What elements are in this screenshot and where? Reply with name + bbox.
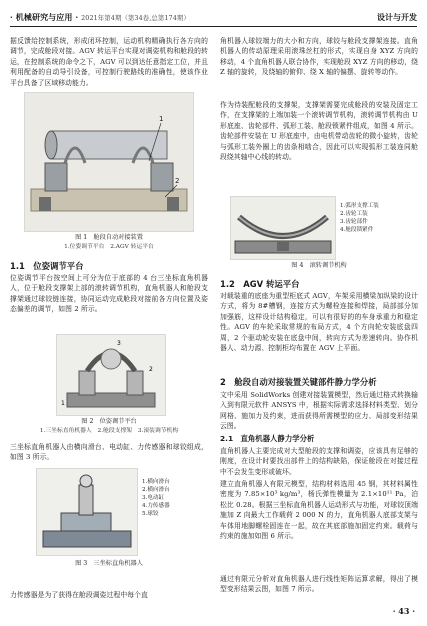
pose-platform-illustration	[57, 335, 165, 415]
issue-meta: 2021年第4期（第34卷,总第174期）	[81, 14, 190, 22]
figure-2-caption: 图 2 位姿调节平台	[81, 418, 137, 425]
svg-text:1: 1	[61, 400, 65, 407]
journal-name: · 机械研究与应用 ·	[10, 12, 79, 22]
svg-text:1: 1	[159, 115, 164, 123]
running-header	[10, 10, 417, 28]
svg-text:2: 2	[175, 177, 180, 185]
section-heading-1-2: 1.2 AGV 转运平台	[220, 279, 300, 289]
figure-3-label: 1.横向滑台	[142, 479, 170, 485]
figure-3-image	[36, 468, 138, 556]
figure-4-label: 1.弧形支撑工装	[340, 203, 379, 209]
figure-3-caption: 图 3 三坐标直角机器人	[75, 560, 143, 567]
svg-text:2: 2	[149, 366, 153, 373]
docking-device-illustration	[25, 93, 193, 231]
right-paragraph-4: 文中采用 SolidWorks 创建对接装置模型，然后通过格式转换输入到有限元软件 ANSYS 中，根据实际需求选择材料类型、划分网格、施加力及约束，进而获得所需模型的应力、局部变形结果云图。	[220, 391, 418, 431]
cartesian-robot-illustration	[37, 469, 137, 555]
figure-3-label: 3.电动缸	[142, 495, 165, 501]
left-paragraph-1: 据反馈给控制系统，形成闭环控制，运动机构精确执行各方向的调节，完成舱段对接。AGV 转运平台实现对调姿机构和舱段的转运，在控制系统的命令之下，AGV 可以到达任意指定工位，并且利用配备的自动导引设备，可控制行驶路线的准确性，使该作业平台具备了区域移动能力。	[10, 37, 208, 87]
roll-mechanism-illustration	[231, 197, 335, 259]
right-paragraph-6: 建立直角机器人有限元模型，结构材料选用 45 钢，其材料属性密度为 7.85×10³ kg/m³，杨氏弹性模量为 2.1×10¹¹ Pa，泊松比 0.28。根据三坐标直角机器人运动形式与功能，对球铰顶端施加 Z 向最大工作载荷 2 000 N 的力，直角机器人底部支架与车体用地脚螺栓固连在一起，故在其底部施加固定约束。载荷与约束的施加如图 6 所示。	[220, 480, 418, 541]
figure-2-image	[56, 334, 166, 416]
figure-3-legend	[142, 478, 206, 518]
left-paragraph-3: 三坐标直角机器人由横向滑台、电动缸、力传感器和球铰组成，如图 3 所示。	[10, 443, 208, 462]
figure-3-label: 4.力传感器	[142, 503, 170, 509]
section-heading-2-1: 2.1 直角机器人静力学分析	[220, 434, 315, 443]
right-paragraph-2: 作为待装配舱段的支撑架，支撑架需要完成舱段的安装及固定工作，在支撑架的上端加装一个滚转调节机构，滚转调节机构由 U 形底座、齿轮部件、弧形工装、舱段锁紧件组成，如图 4 所示。齿轮部件安装在 U 形底座中，由电机带动齿轮的微小旋转，齿轮与弧形工装外圈上的齿条相啮合，因此可以实现弧形工装连同舱段绕其轴中心线的转动。	[220, 101, 418, 162]
section-heading-2: 2 舱段自动对接装置关键部件静力学分析	[220, 377, 377, 387]
figure-4-label: 2.齿轮工装	[340, 211, 368, 217]
right-paragraph-5: 直角机器人主要完成对大型舱段的支撑和调姿，应该具有足够的刚度，在设计时要找出部件上的结构缺陷，保证舱段在对接过程中不会发生变形或破坏。	[220, 447, 418, 476]
right-paragraph-1: 角机器人球铰端力的大小和方向，球铰与舱段支撑架连接。直角机器人的传动原理采用滚珠丝杠的形式，实现自身 XYZ 方向的移动，4 个直角机器人联合协作，实现舱段 XYZ 方向的移动，绕 Z 轴的旋转，及绕轴的俯仰、绕 X 轴的偏摆、旋转等动作。	[220, 37, 418, 77]
figure-1-subcaption: 1.位姿调节平台 2.AGV 转运平台	[64, 244, 154, 250]
header-rule	[10, 26, 417, 27]
section-label: 设计与开发	[377, 12, 417, 22]
page-number: · 43 ·	[392, 606, 415, 616]
figure-1-caption: 图 1 舱段自动对接装置	[75, 234, 143, 241]
journal-title	[10, 12, 190, 23]
figure-1-image	[24, 92, 194, 232]
figure-3-label: 5.球铰	[142, 511, 159, 517]
figure-4-label: 3.齿轮部件	[340, 219, 368, 225]
left-paragraph-4: 力传感器是为了获得在舱段调姿过程中每个直	[10, 591, 148, 599]
left-paragraph-2: 位姿调节平台按空间上可分为位于底部的 4 台三坐标直角机器人，位于舱段支撑架上部的滚转调节机构，直角机器人和舱段支撑架通过球铰链连接，协同运动完成舱段对接前各方向位置及姿态偏差的调节，如图 2 所示。	[10, 274, 208, 314]
figure-4-label: 4.舱段锁紧件	[340, 227, 374, 233]
figure-4-caption: 图 4 滚转调节机构	[291, 262, 347, 269]
right-paragraph-3: 对载装重的底座为重型柜底式 AGV，车架采用横梁加纵梁的设计方式，将为 8#槽钢，连接方式为螺栓连接和焊接，局部部分加加强筋，这样设计结构稳定，可以有很好的的车身承重力和稳定性。AGV 的车轮采取常规的布局方式，4 个方向轮安装底盘四周，2 个驱动轮安装在底盘中间，转向方式为差速转向。协作机器人、动力源、控制柜均布置在 AGV 上平面。	[220, 292, 418, 353]
section-heading-1-1: 1.1 位姿调节平台	[10, 261, 84, 271]
svg-text:3: 3	[117, 340, 121, 347]
figure-2-subcaption: 1.三坐标直角机器人 2.舱段支撑架 3.滚装调节机构	[39, 428, 179, 434]
figure-4-legend	[340, 202, 416, 234]
figure-4-image	[230, 196, 336, 260]
figure-3-label: 2.横向滑台	[142, 487, 170, 493]
right-paragraph-7: 通过有限元分析对直角机器人进行线性矩阵运算求解，得出了模型变形结果云图，如图 7 所示。	[220, 575, 418, 594]
